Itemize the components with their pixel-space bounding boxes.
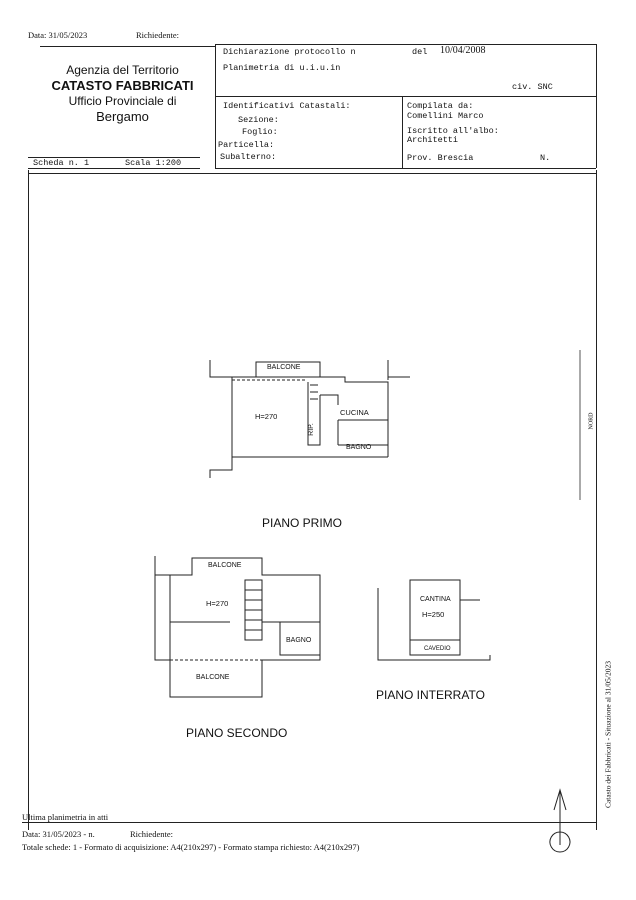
primo-rip-label: RIP.: [307, 423, 315, 436]
plan-primo-walls: [210, 360, 410, 478]
identifiers-label: Identificativi Catastali:: [223, 101, 351, 111]
secondo-balcone-bottom-label: BALCONE: [196, 674, 230, 681]
del-label: del: [412, 47, 428, 57]
footer-requester: Richiedente:: [130, 829, 173, 839]
north-arrow: [550, 790, 570, 852]
compiled-name: Comellini Marco: [407, 111, 484, 121]
footer-rule: [22, 822, 596, 823]
north-needle: [554, 790, 566, 845]
side-vertical-text: Catasto dei Fabbricati - Situazione al 31/05/2023: [603, 660, 613, 809]
header-date: Data: 31/05/2023: [28, 30, 88, 40]
interrato-cavedio-label: CAVEDIO: [424, 646, 451, 652]
scala-label: Scala 1:200: [125, 158, 182, 168]
protocol-label: Dichiarazione protocollo n: [223, 47, 356, 57]
foglio-label: Foglio:: [242, 127, 278, 137]
sezione-label: Sezione:: [238, 115, 279, 125]
primo-height-label: H=270: [255, 412, 278, 421]
agency-line2: CATASTO FABBRICATI: [51, 78, 194, 93]
particella-label: Particella:: [218, 140, 275, 150]
secondo-height-label: H=270: [206, 599, 229, 608]
secondo-balcone-top-label: BALCONE: [208, 562, 242, 569]
agency-line4: Bergamo: [96, 109, 149, 124]
primo-cucina-label: CUCINA: [340, 408, 369, 417]
secondo-outline: [155, 556, 320, 697]
primo-bagno-label: BAGNO: [346, 444, 372, 451]
secondo-left: [155, 575, 170, 660]
prov-label: Prov. Brescia: [407, 153, 474, 163]
footer-date: Data: 31/05/2023 - n.: [22, 829, 95, 839]
albo-value: Architetti: [407, 135, 459, 145]
secondo-title: PIANO SECONDO: [186, 726, 288, 740]
side-small-mark: NORD: [588, 412, 595, 430]
primo-title: PIANO PRIMO: [262, 516, 343, 530]
interrato-height-label: H=250: [422, 610, 445, 619]
secondo-stair-steps: [245, 590, 262, 630]
compiled-label: Compilata da:: [407, 101, 474, 111]
civ-label: civ. SNC: [512, 82, 553, 92]
primo-bagno: [338, 420, 388, 445]
secondo-bagno-label: BAGNO: [286, 637, 312, 644]
primo-left-bottom: [210, 457, 232, 478]
header-requester: Richiedente:: [136, 30, 179, 40]
plan-secondo-walls: [155, 556, 320, 697]
interrato-title: PIANO INTERRATO: [376, 688, 485, 702]
primo-balcone-label: BALCONE: [267, 364, 301, 371]
subalterno-label: Subalterno:: [220, 152, 277, 162]
albo-label: Iscritto all'albo:: [407, 126, 499, 136]
interrato-cantina-label: CANTINA: [420, 596, 451, 603]
plan-label: Planimetria di u.i.u.in: [223, 63, 341, 73]
del-date: 10/04/2008: [440, 45, 486, 56]
scheda-label: Scheda n. 1: [33, 158, 90, 168]
agency-line1: Agenzia del Territorio: [66, 63, 179, 77]
primo-stair-steps: [310, 385, 318, 399]
n-label: N.: [540, 153, 551, 163]
primo-edge-right: [388, 360, 410, 380]
footer-last-plan: Ultima planimetria in atti: [22, 812, 109, 822]
agency-line3: Ufficio Provinciale di: [68, 94, 177, 108]
primo-stair-top: [320, 395, 338, 405]
footer-totals: Totale schede: 1 - Formato di acquisizione: A4(210x297) - Formato stampa richiesto: A4(210x297): [22, 842, 360, 852]
